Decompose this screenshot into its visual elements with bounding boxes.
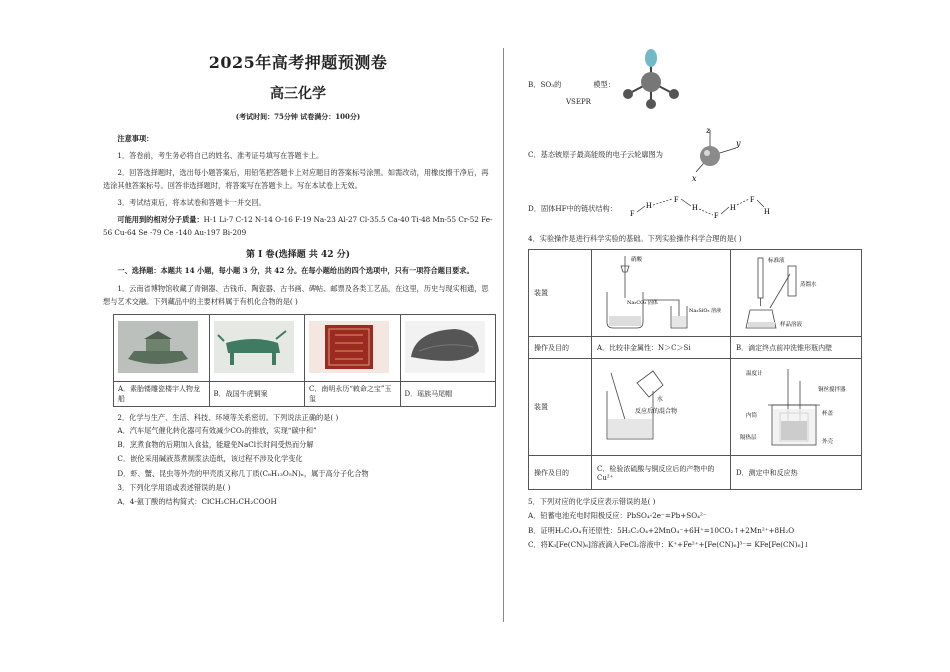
q3-option-a[interactable]: A．4-氨丁酸的结构简式：ClCH₂CH₂CH₂COOH	[117, 497, 277, 507]
svg-text:Na₂SiO₃ 溶液: Na₂SiO₃ 溶液	[689, 308, 722, 315]
q4-setup-row-1	[529, 250, 862, 337]
exam-subtitle: 高三化学	[270, 86, 326, 102]
q2-option-b[interactable]: B．烹煮食物的后期加入食盐，能避免NaCl长时间受热而分解	[117, 440, 314, 450]
svg-text:铜丝搅拌器: 铜丝搅拌器	[818, 387, 846, 394]
svg-text:F: F	[750, 195, 755, 204]
hf-atom: F	[674, 195, 679, 204]
svg-text:反应后的混合物: 反应后的混合物	[635, 408, 678, 416]
right-column	[528, 48, 868, 552]
axis-y: y	[736, 139, 741, 148]
q1-image-b	[209, 315, 305, 382]
q4-apparatus-b	[731, 250, 862, 337]
svg-text:Na₂CO₃ 固体: Na₂CO₃ 固体	[627, 300, 658, 307]
axis-z: z	[706, 126, 711, 135]
q1-option-a[interactable]: A．素胎镂雕瓷楼宇人物龙船	[114, 382, 210, 407]
notes-heading: 注意事项：	[117, 134, 154, 143]
svg-text:内筒: 内筒	[746, 413, 758, 420]
q1-image-a	[114, 315, 210, 382]
q4-option-a[interactable]: A．比较非金属性：N＞C＞Si	[592, 337, 731, 359]
q4-purpose-label: 操作及目的	[529, 456, 592, 490]
q1-option-d[interactable]: D．瑶族马尾帽	[400, 382, 496, 407]
svg-text:标准液: 标准液	[768, 258, 785, 265]
q3-c-text: C．基态铍原子最高能级的电子云轮廓图为	[528, 150, 663, 159]
svg-text:杯盖: 杯盖	[822, 411, 834, 418]
q3-option-d[interactable]	[528, 190, 868, 226]
q1-image-c	[305, 315, 401, 382]
q3-option-c[interactable]	[528, 126, 868, 186]
svg-text:隔热层: 隔热层	[740, 435, 757, 442]
masses-values: H-1 Li-7 C-12 N-14 O-16 F-19 Na-23 Al-27 Cl-35.5 Ca-40 Ti-48 Mn-55 Cr-52 Fe-56 Cu-64 Se -79 Ce -140 Au-197 Bi-209	[103, 215, 493, 237]
note-item: 1．答卷前，考生务必将自己的姓名、准考证号填写在答题卡上。	[117, 151, 324, 160]
svg-text:水: 水	[657, 396, 664, 404]
apparatus-c-diagram	[597, 361, 723, 451]
q4-setup-label: 装置	[529, 250, 592, 337]
note-item: 3．考试结束后，将本试卷和答题卡一并交回。	[117, 198, 266, 207]
column-divider	[503, 48, 504, 622]
apparatus-d-diagram	[736, 361, 856, 451]
q3-b-prefix: B．SO₃的	[528, 80, 562, 89]
note-item: 2．回答选择题时，选出每小题答案后，用铅笔把答题卡上对应题目的答案标号涂黑。如需改动，用橡皮擦干净后，再选涂其他答案标号。回答非选择题时，将答案写在答题卡上。写在本试卷上无效。	[103, 168, 489, 190]
masses-label: 可能用到的相对分子质量：	[117, 215, 204, 224]
apparatus-b-diagram	[736, 252, 856, 332]
q1-option-c[interactable]: C．南明永历“敕命之宝”玉玺	[305, 382, 401, 407]
hf-atom: F	[630, 209, 635, 218]
q3-d-text: D．固体HF中的链状结构：	[528, 204, 617, 213]
q5-option-a[interactable]: A．铅蓄电池充电时阳极反应：PbSO₄-2e⁻=Pb+SO₄²⁻	[528, 511, 707, 521]
apparatus-a-diagram	[597, 252, 723, 332]
svg-text:蒸馏水: 蒸馏水	[800, 282, 817, 289]
q4-apparatus-d	[731, 359, 862, 456]
q1-image-d	[400, 315, 496, 382]
q2-option-a[interactable]: A．汽车尾气催化转化器可有效减少CO₂的排放，实现“碳中和”	[117, 426, 317, 435]
q4-purpose-label: 操作及目的	[529, 337, 592, 359]
q4-table	[528, 249, 862, 490]
porcelain-boat-image	[118, 321, 198, 373]
q3-option-b[interactable]	[528, 48, 868, 114]
q1-label-row	[114, 382, 496, 407]
q3-stem: 3．下列化学用语或表述错误的是( )	[117, 482, 231, 492]
q2-option-c[interactable]: C．嵌伦采用碱液蒸煮制浆法造纸，该过程不涉及化学变化	[117, 454, 303, 464]
jade-seal-image	[309, 321, 389, 373]
be-orbital-icon	[690, 126, 760, 186]
svg-text:温度计: 温度计	[746, 371, 763, 378]
q4-apparatus-c	[592, 359, 731, 456]
notes-section	[103, 132, 493, 239]
q1-option-b[interactable]: B．战国牛虎铜案	[209, 382, 305, 407]
so3-vsepr-model-icon	[616, 48, 686, 114]
q4-apparatus-a	[592, 250, 731, 337]
q1-stem: 1．云南省博物馆收藏了青铜器、古钱币、陶瓷器、古书画、碑帖、邮票及各类工艺品，在这里，历史与现实相通，思想与艺术交融。下列藏品中的主要材料属于有机化合物的是( )	[103, 284, 489, 306]
q4-option-c[interactable]: C．检验浓硫酸与铜反应后的产物中的Cu²⁺	[592, 456, 731, 490]
q3-b-vsepr: VSEPR	[566, 98, 591, 106]
hf-atom: F	[714, 211, 719, 220]
bronze-ox-image	[214, 321, 294, 373]
q4-setup-label: 装置	[529, 359, 592, 456]
q1-image-row	[114, 315, 496, 382]
q3-b-suffix: 模型：	[593, 80, 615, 89]
horsetail-hat-image	[405, 321, 485, 373]
q5-option-c[interactable]: C．将K₃[Fe(CN)₆]溶液滴入FeCl₂溶液中：K⁺+Fe²⁺+[Fe(CN)₆]³⁻= KFe[Fe(CN)₆]↓	[528, 539, 810, 549]
left-column	[103, 48, 493, 509]
q4-setup-row-2	[529, 359, 862, 456]
q5-stem: 5．下列对应的化学反应表示错误的是( )	[528, 497, 656, 507]
hf-atom: H	[646, 201, 652, 210]
part1-intro: 一、选择题：本题共 14 小题，每小题 3 分，共 42 分。在每小题给出的四个选项中，只有一项符合题目要求。	[117, 266, 474, 275]
q2-stem: 2．化学与生产、生活、科技、环境等关系密切。下列说法正确的是( )	[117, 413, 339, 422]
svg-text:样品溶液: 样品溶液	[780, 322, 803, 329]
q4-option-d[interactable]: D．测定中和反应热	[731, 456, 862, 490]
q4-purpose-row-2	[529, 456, 862, 490]
q4-option-b[interactable]: B．滴定终点前冲洗锥形瓶内壁	[731, 337, 862, 359]
atomic-masses	[103, 213, 493, 239]
hf-atom: H	[730, 203, 736, 212]
exam-meta: (考试时间：75分钟 试卷满分：100分)	[235, 112, 361, 121]
q2-option-d[interactable]: D．虾、蟹、昆虫等外壳的甲壳质又称几丁质(C₈H₁₃O₅N)ₙ，属于高分子化合物	[117, 468, 369, 478]
exam-title: 2025年高考押题预测卷	[208, 53, 388, 72]
svg-text:H: H	[764, 207, 770, 216]
hf-chain-diagram	[628, 190, 778, 224]
q5-option-b[interactable]: B．证明H₂C₂O₄有还原性：5H₂C₂O₄+2MnO₄⁻+6H⁺=10CO₂↑+2Mn²⁺+8H₂O	[528, 525, 795, 535]
hf-atom: H	[692, 203, 698, 212]
axis-x: x	[692, 174, 697, 183]
q1-options-table	[113, 314, 496, 407]
part1-heading: 第 Ⅰ 卷(选择题 共 42 分)	[246, 250, 350, 260]
q4-stem: 4．实验操作是进行科学实验的基础。下列实验操作科学合理的是( )	[528, 234, 742, 243]
svg-text:外壳: 外壳	[822, 439, 834, 446]
svg-text:硝酸: 硝酸	[631, 257, 643, 264]
q4-purpose-row-1	[529, 337, 862, 359]
